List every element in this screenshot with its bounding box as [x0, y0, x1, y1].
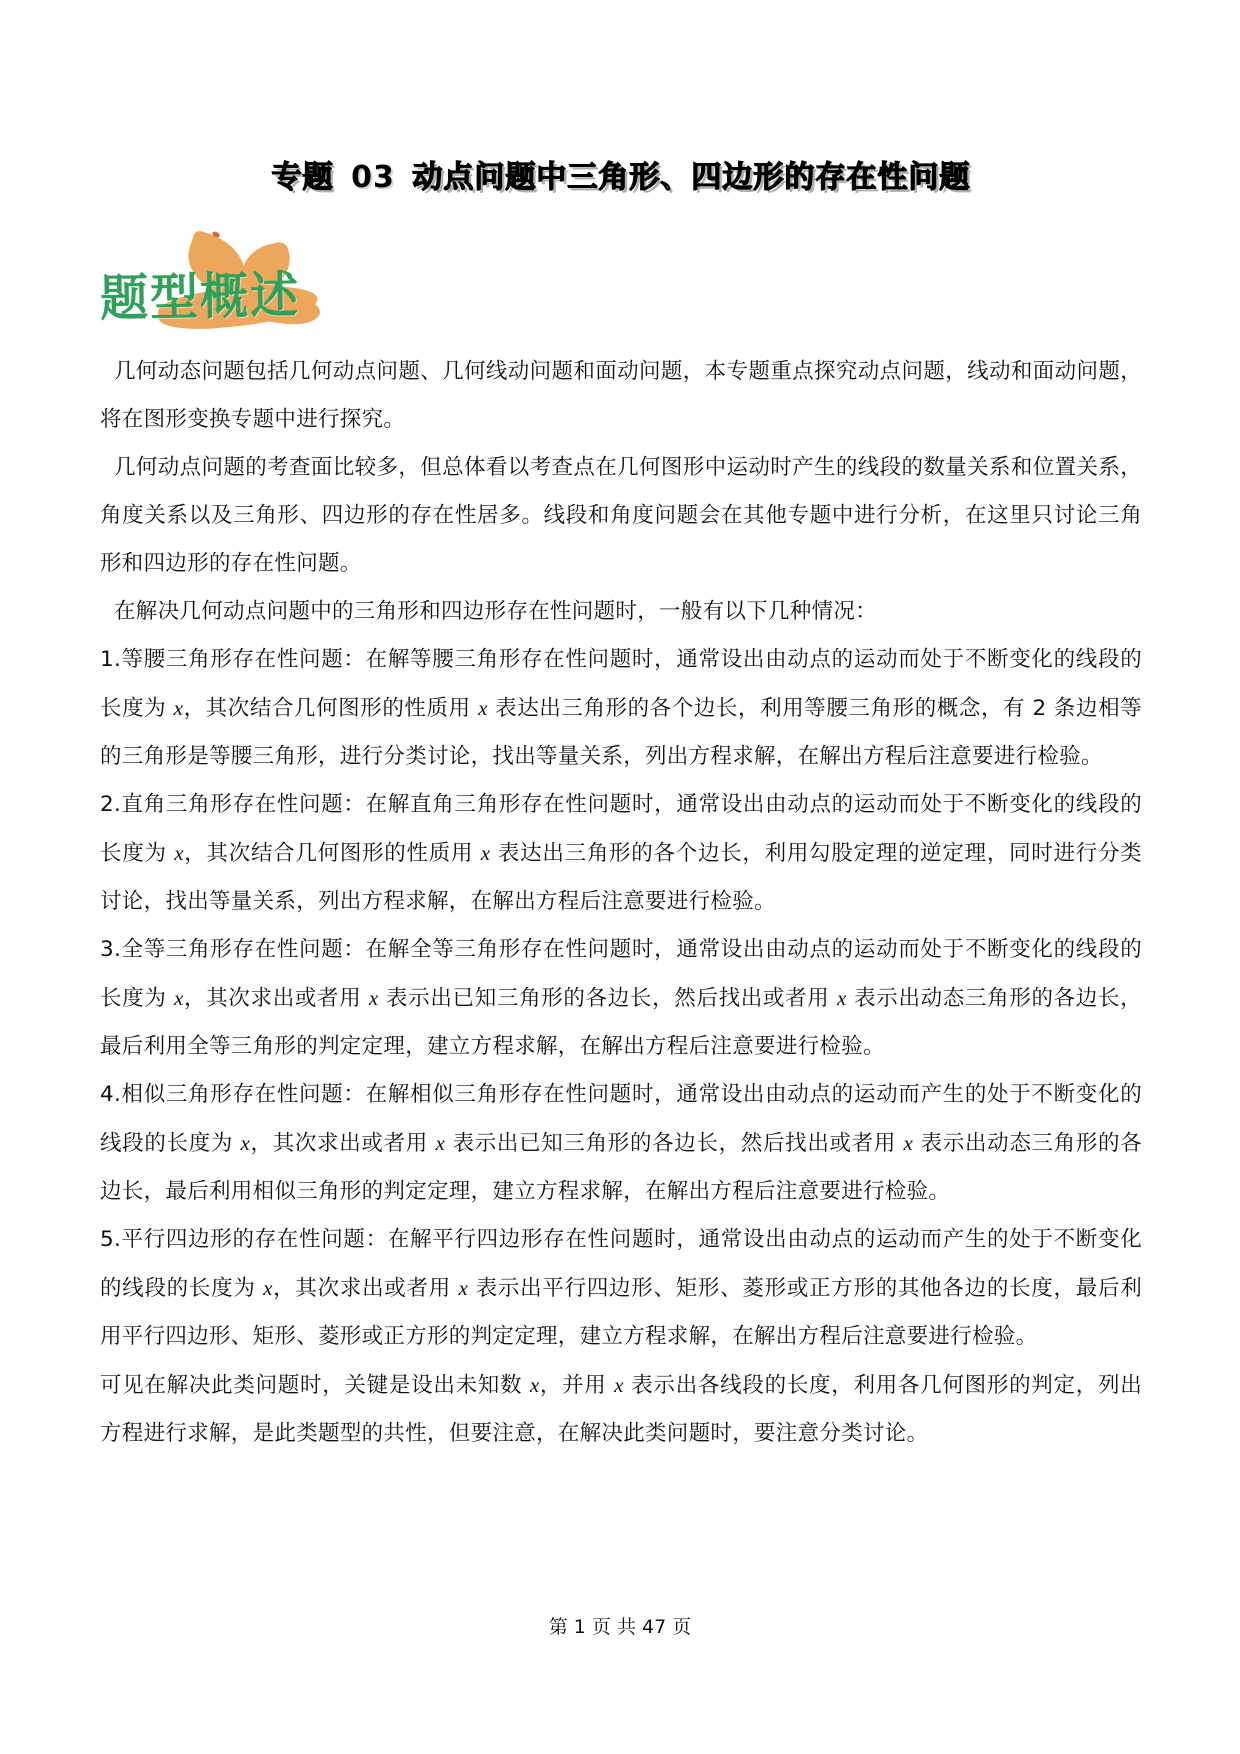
paragraph: 在解决几何动点问题中的三角形和四边形存在性问题时，一般有以下几种情况： [114, 599, 878, 624]
page-title [100, 152, 1142, 196]
page-content [100, 0, 1142, 1458]
title-prefix: 专题 [271, 160, 334, 195]
paragraph: 4.相似三角形存在性问题：在解相似三角形存在性问题时，通常设出由动点的运动而产生的处于不断变化的线段的长度为 x，其次求出或者用 x 表示出已知三角形的各边长，然后找出或者用 x 表示出动态三角形的各边长，最后利用相似三角形的判定定理，建立方程求解，在解出方程后注意要进行检验。 [100, 1082, 1142, 1204]
page-footer [0, 1612, 1240, 1639]
paragraph: 1.等腰三角形存在性问题：在解等腰三角形存在性问题时，通常设出由动点的运动而处于不断变化的线段的长度为 x，其次结合几何图形的性质用 x 表达出三角形的各个边长，利用等腰三角形的概念，有 2 条边相等的三角形是等腰三角形，进行分类讨论，找出等量关系，列出方程求解，在解出方程后注意要进行检验。 [100, 647, 1142, 769]
paragraph: 5.平行四边形的存在性问题：在解平行四边形存在性问题时，通常设出由动点的运动而产生的处于不断变化的线段的长度为 x，其次求出或者用 x 表示出平行四边形、矩形、菱形或正方形的其他各边的长度，最后利用平行四边形、矩形、菱形或正方形的判定定理，建立方程求解，在解出方程后注意要进行检验。 [100, 1227, 1142, 1349]
stamp-label: 题型概述 [99, 266, 301, 329]
body-paragraphs [100, 348, 1142, 1458]
paragraph: 几何动点问题的考查面比较多，但总体看以考查点在几何图形中运动时产生的线段的数量关系和位置关系，角度关系以及三角形、四边形的存在性居多。线段和角度问题会在其他专题中进行分析，在这里只讨论三角形和四边形的存在性问题。 [100, 455, 1142, 576]
title-number: 03 [351, 160, 395, 195]
paragraph: 可见在解决此类问题时，关键是设出未知数 x，并用 x 表示出各线段的长度，利用各几何图形的判定，列出方程进行求解，是此类题型的共性，但要注意，在解决此类问题时，要注意分类讨论。 [100, 1373, 1142, 1446]
page-number-label: 第 1 页 共 47 页 [548, 1616, 692, 1638]
paragraph: 3.全等三角形存在性问题：在解全等三角形存在性问题时，通常设出由动点的运动而处于不断变化的线段的长度为 x，其次求出或者用 x 表示出已知三角形的各边长，然后找出或者用 x 表示出动态三角形的各边长，最后利用全等三角形的判定定理，建立方程求解，在解出方程后注意要进行检验。 [100, 937, 1142, 1059]
section-stamp [100, 236, 340, 328]
paragraph: 几何动态问题包括几何动点问题、几何线动问题和面动问题，本专题重点探究动点问题，线动和面动问题，将在图形变换专题中进行探究。 [100, 359, 1142, 432]
paragraph: 2.直角三角形存在性问题：在解直角三角形存在性问题时，通常设出由动点的运动而处于不断变化的线段的长度为 x，其次结合几何图形的性质用 x 表达出三角形的各个边长，利用勾股定理的逆定理，同时进行分类讨论，找出等量关系，列出方程求解，在解出方程后注意要进行检验。 [100, 792, 1142, 914]
title-main: 动点问题中三角形、四边形的存在性问题 [412, 160, 971, 195]
